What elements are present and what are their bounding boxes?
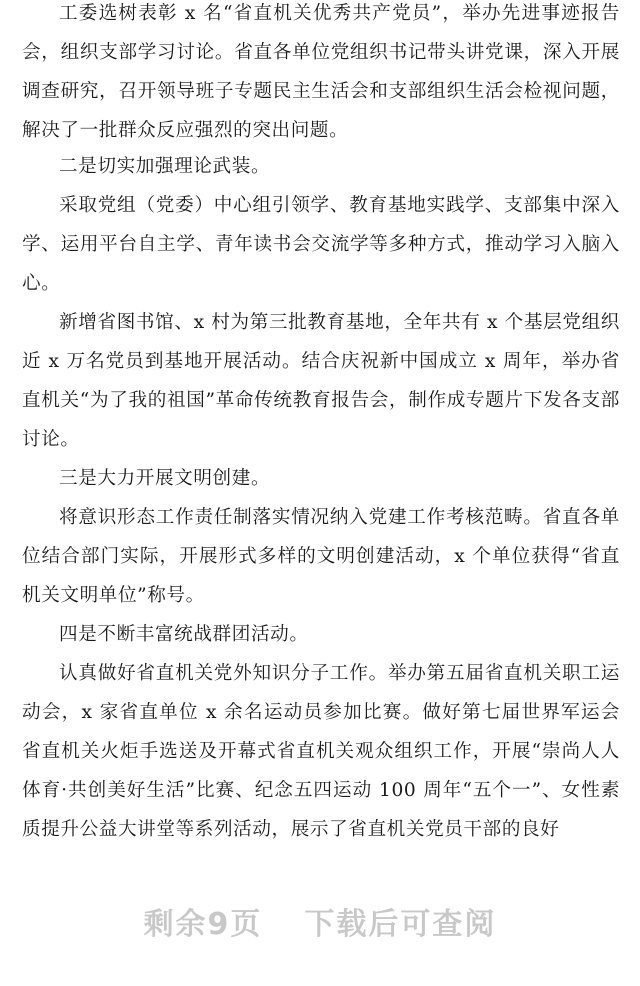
paragraph-commendation: 工委选树表彰 x 名“省直机关优秀共产党员”，举办先进事迹报告会，组织支部学习讨论。省直各单位党组织书记带头讲党课，深入开展调查研究，召开领导班子专题民主生活会和支部组织生活会检视问题，解决了一批群众反应强烈的突出问题。 bbox=[22, 3, 620, 141]
heading-united-front: 四是不断丰富统战群团活动。 bbox=[59, 624, 309, 645]
heading-civilization-building: 三是大力开展文明创建。 bbox=[59, 468, 271, 489]
paragraph-ideology-work: 将意识形态工作责任制落实情况纳入党建工作考核范畴。省直各单位结合部门实际，开展形式多样的文明创建活动，x 个单位获得“省直机关文明单位”称号。 bbox=[22, 507, 620, 606]
download-prompt[interactable] bbox=[0, 900, 640, 950]
heading-theory-study: 二是切实加强理论武装。 bbox=[59, 156, 271, 177]
paragraph-group-activities: 认真做好省直机关党外知识分子工作。举办第五届省直机关职工运动会，x 家省直单位 x 余名运动员参加比赛。做好第七届世界军运会省直机关火炬手选送及开幕式省直机关观众组织工作，开展“崇尚人人体育·共创美好生活”比赛、纪念五四运动 100 周年“五个一”、女性素质提升公益大讲堂等系列活动，展示了省直机关党员干部的良好 bbox=[22, 663, 620, 840]
paragraph-study-methods: 采取党组（党委）中心组引领学、教育基地实践学、支部集中深入学、运用平台自主学、青年读书会交流学等多种方式，推动学习入脑入心。 bbox=[22, 195, 620, 294]
download-to-view-label: 下载后可查阅 bbox=[304, 907, 497, 942]
paragraph-education-base: 新增省图书馆、x 村为第三批教育基地，全年共有 x 个基层党组织近 x 万名党员到基地开展活动。结合庆祝新中国成立 x 周年，举办省直机关“为了我的祖国”革命传统教育报告会，制作成专题片下发各支部讨论。 bbox=[22, 312, 620, 450]
remaining-pages-label: 剩余9页 bbox=[143, 907, 263, 942]
